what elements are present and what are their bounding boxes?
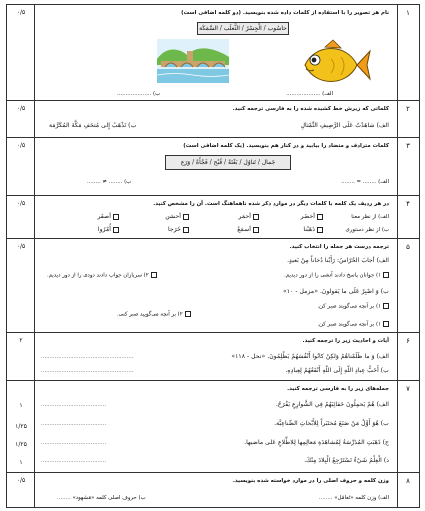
answer-line[interactable]: ......................................................	[41, 368, 134, 374]
question-title: کلمات مترادف و متضاد را بیابید و در کنار هم بنویسید. (یک کلمه اضافی است)	[183, 143, 389, 149]
row-label-grammar: ب) از نظر دستوری	[345, 227, 389, 233]
question-score: ۲	[19, 337, 23, 344]
choice-a2[interactable]: ۲) سربازان جواب دادند دودی را از دور دیدیم.	[47, 272, 157, 279]
question-score: ۰/۵	[16, 243, 26, 250]
question-8-row	[7, 473, 419, 509]
question-number: ۵	[406, 243, 410, 251]
question-number: ۷	[406, 385, 410, 393]
question-score: ۰/۵	[16, 105, 26, 112]
option-checkbox[interactable]: أصفَر	[97, 213, 119, 220]
question-7-row	[7, 381, 419, 473]
question-6-row	[7, 333, 419, 381]
sentence-d: د) الْعِلْمُ شَيْءٌ تَسْتَرْجِعُ الْبِلادَ مِنْكَ.	[304, 457, 389, 464]
question-title: جمله‌های زیر را به فارسی ترجمه کنید.	[287, 386, 389, 392]
question-score: ۰/۵	[16, 142, 26, 149]
checkbox-icon	[317, 214, 323, 220]
answer-line[interactable]: ......................................................	[41, 354, 134, 360]
question-title: کلماتی که زیرش خط کشیده شده را به فارسی ترجمه کنید.	[232, 106, 389, 112]
word-bank-box: جَمال / تَناوُل / بَغْتَةً / قُبْح / فَجْأَةً / وَرَع	[165, 155, 291, 170]
sentence-a: الف) شاهَدْتُ عَلَى الرَّصِيفِ التِّمْثالِ	[300, 122, 389, 129]
checkbox-icon	[253, 227, 259, 233]
checkbox-icon	[317, 227, 323, 233]
choice-b2[interactable]: ۲) بر آنچه می‌گویید صبر کنی.	[117, 311, 191, 318]
answer-line[interactable]: ........	[318, 495, 333, 501]
answer-line[interactable]: ......................................	[41, 402, 107, 408]
option-checkbox[interactable]: أحمَر	[238, 213, 259, 220]
question-3-row	[7, 138, 419, 196]
synonym-blank[interactable]: الف) ........ = ........	[341, 179, 389, 185]
question-score: ۱	[19, 459, 23, 466]
option-checkbox[interactable]: أسمَعُ	[237, 226, 259, 233]
question-number: ۴	[406, 200, 410, 208]
bridge-image	[157, 39, 229, 83]
row-label-meaning: الف) از نظر معنا	[351, 214, 389, 220]
checkbox-icon	[383, 321, 389, 327]
word-bank-box: حاسُوب / الْجِسْرُ / الثَّعلَب / السَّمَکَة	[197, 22, 289, 35]
checkbox-icon	[113, 227, 119, 233]
sentence-a: الف) أجابَ الحُرّاسُ: رَأَيْنا دُخاناً مِنْ بَعيدٍ.	[287, 257, 389, 264]
option-checkbox[interactable]: أُمْرُوا	[98, 226, 119, 233]
checkbox-icon	[383, 303, 389, 309]
choice-b1[interactable]: ۱) بر آنچه می‌گویند صبر کن.	[317, 303, 389, 310]
choice-a1[interactable]: ۱) جوانان پاسخ دادند آتشی را از دور دیدیم.	[284, 272, 389, 279]
option-checkbox[interactable]: ذَهَبْنا	[303, 226, 323, 233]
checkbox-icon	[113, 214, 119, 220]
question-title: وزن کلمه و حروف اصلی را در موارد خواسته شده بنویسید.	[232, 478, 389, 484]
option-checkbox[interactable]: أحسَن	[165, 213, 189, 220]
item-b: ب) حروف اصلی کلمه «مَشهود» ........	[57, 495, 146, 501]
question-title: آیات و احادیث زیر را ترجمه کنید.	[302, 338, 389, 344]
answer-line[interactable]: ......................................	[41, 440, 107, 446]
sentence-b: ب) تَذْهَبُ إِلى مُتحَفِ مَكَّةَ المُكَرَّمَة	[49, 122, 137, 129]
checkbox-icon	[185, 311, 191, 317]
verse-a: الف) وَ ما ظَلَمْناهُمْ وَلكِنْ كانُوا أَنْفُسَهُمْ يَظْلِمُونَ. «نحل - ۱۱۸»	[231, 353, 389, 360]
question-number: ۱	[406, 9, 410, 17]
sentence-b: ب) وَ اصْبِرْ عَلَى ما يَقولونَ. «مزمل - ۱۰»	[282, 288, 389, 295]
question-title: نام هر تصویر را با استفاده از کلمات داده شده بنویسید. (دو کلمه اضافی است)	[181, 10, 389, 16]
option-checkbox[interactable]: خَرَجا	[168, 226, 189, 233]
question-score: ۱/۲۵	[15, 423, 27, 430]
question-score: ۱	[19, 402, 23, 409]
checkbox-icon	[183, 227, 189, 233]
question-title: ترجمه درست هر جمله را انتخاب کنید.	[289, 244, 389, 250]
antonym-blank[interactable]: ب) ........ ≠ ........	[87, 179, 132, 185]
question-score: ۰/۵	[16, 477, 26, 484]
checkbox-icon	[183, 214, 189, 220]
question-number: ۳	[406, 142, 410, 150]
answer-blank-b[interactable]: ب) ....................	[117, 91, 161, 97]
option-checkbox[interactable]: أخضَر	[301, 213, 323, 220]
question-4-row	[7, 196, 419, 239]
sentence-b: ب) هُوَ أَوَّلُ مَنْ صَنَعَ مُختَبَراً لِلأَبْحاثِ الصِّناعِيَّة.	[274, 420, 389, 427]
question-number: ۸	[406, 477, 410, 485]
answer-line[interactable]: ......................................	[41, 421, 107, 427]
question-score: ۱/۲۵	[15, 441, 27, 448]
hadith-b: ب) أَحَبُّ عِبادِ اللّهِ إِلَى اللّهِ أَنْفَعُهُمْ لِعِبادِهِ.	[285, 367, 389, 374]
question-5-row	[7, 239, 419, 333]
sentence-a: الف) هُمْ يَحمِلُونَ حَقائِبَهُمْ فِي الشَّوارِعِ يَفْرَحُ.	[275, 401, 389, 408]
question-1-row	[7, 5, 419, 101]
sentence-c: ج) ذَهَبَتِ المُدَرِّسَةُ لِمُشاهَدَةِ مَعالِمِها لِلاطِّلاعِ عَلى ماضيها.	[244, 439, 389, 446]
item-a: الف) وزن کلمه «تَعامُل» ........	[318, 495, 389, 501]
answer-line[interactable]: ........	[57, 495, 71, 501]
answer-line[interactable]: ......................................	[41, 458, 107, 464]
fish-image	[297, 39, 371, 91]
question-number: ۲	[406, 105, 410, 113]
question-score: ۰/۵	[16, 9, 26, 16]
question-2-row	[7, 101, 419, 138]
checkbox-icon	[253, 214, 259, 220]
choice-b3[interactable]: ۱) بر آنچه می‌گویند صبر کن.	[317, 321, 389, 328]
question-score: ۰/۵	[16, 200, 26, 207]
question-title: در هر ردیف یک کلمه با کلمات دیگر در موارد ذکر شده ناهماهنگ است. آن را مشخص کنید.	[153, 201, 389, 207]
checkbox-icon	[383, 272, 389, 278]
answer-blank-a[interactable]: الف) ....................	[286, 91, 333, 97]
checkbox-icon	[151, 272, 157, 278]
exam-sheet	[6, 4, 420, 508]
question-number: ۶	[406, 337, 410, 345]
